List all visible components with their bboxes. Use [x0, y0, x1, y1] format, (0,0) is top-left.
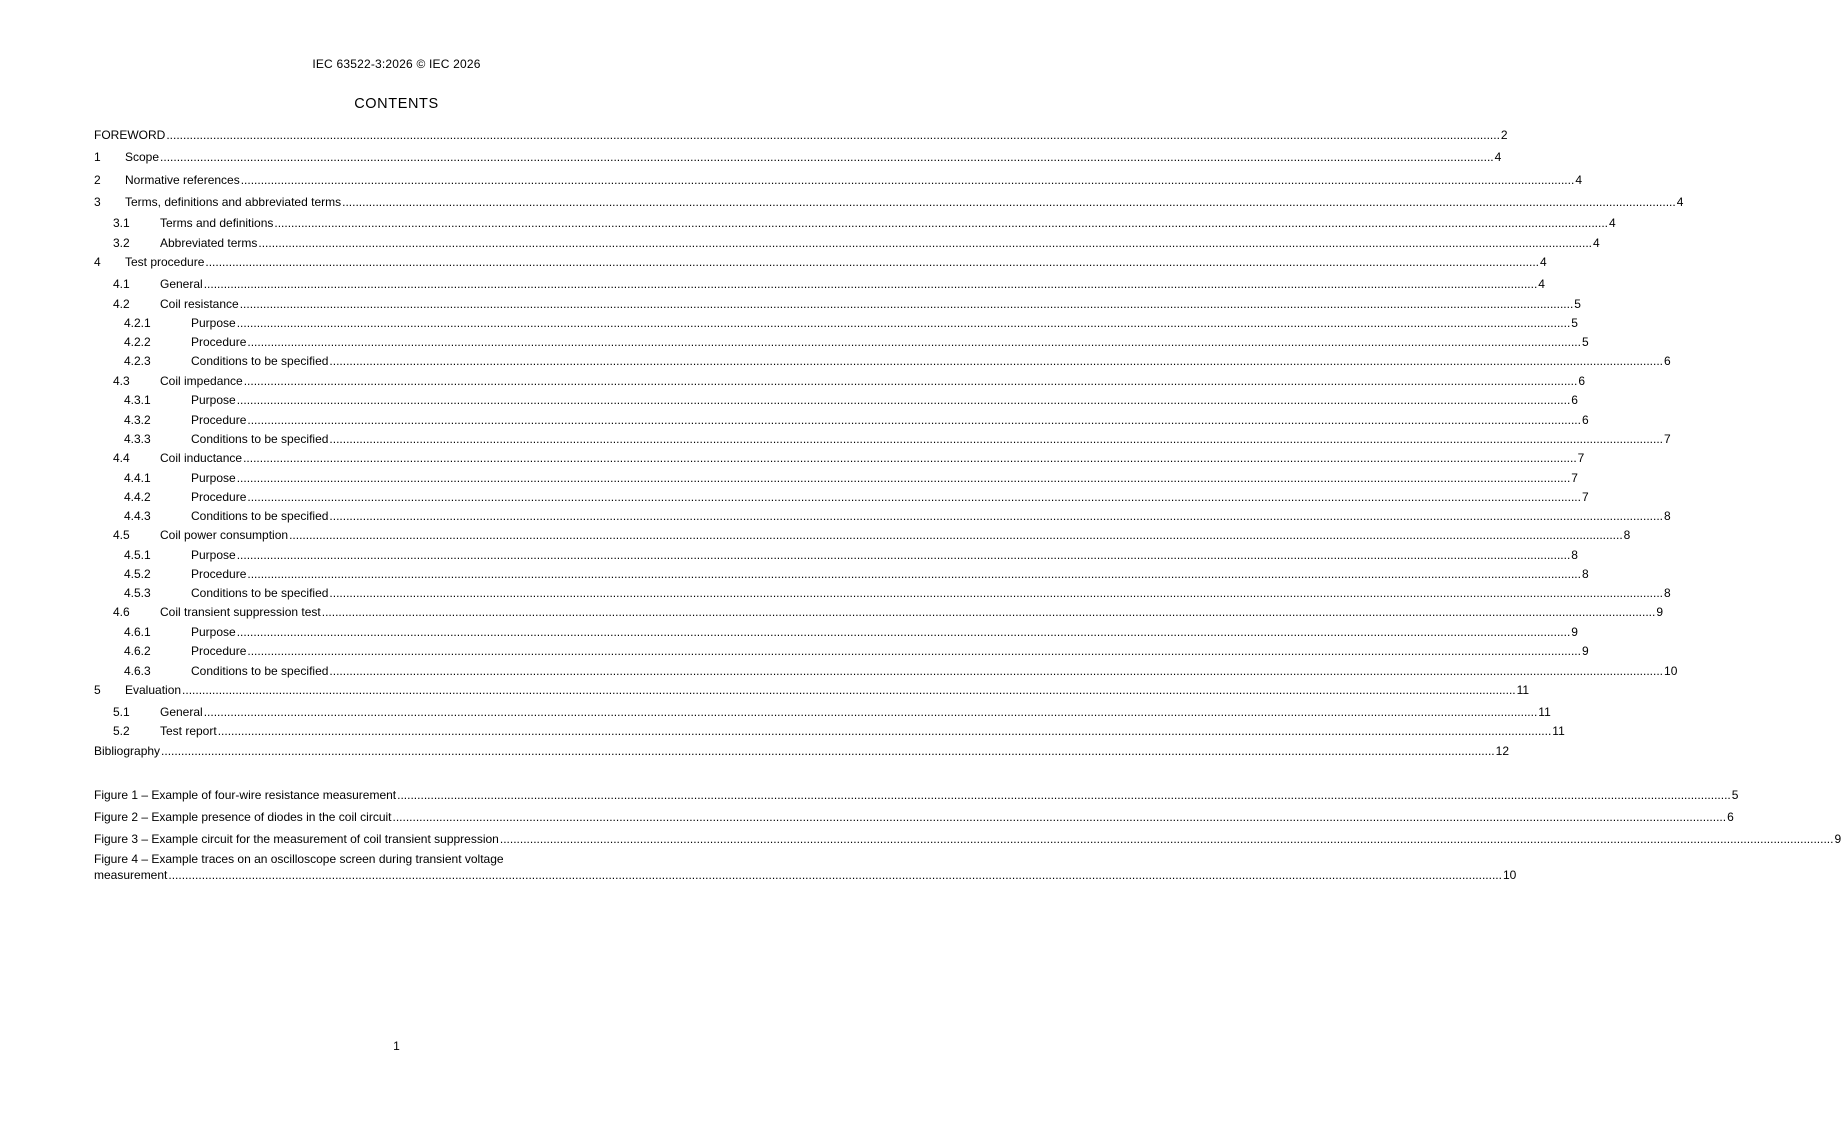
toc-entry-title: Bibliography [94, 744, 161, 758]
toc-entry-number: 3 [94, 195, 101, 209]
toc-entry-page: 6 [1578, 374, 1585, 388]
toc-entry-page: 8 [1664, 509, 1671, 523]
dot-leader: ................................................................................................................................................................................................................................................................................................................................................................................................................ [329, 432, 1664, 446]
toc-entry-page: 11 [1538, 705, 1551, 719]
toc-entry-page: 12 [1495, 744, 1509, 758]
dot-leader: ................................................................................................................................................................................................................................................................................................................................................................................................................ [203, 705, 1538, 719]
toc-entry[interactable] [94, 584, 1671, 600]
toc-entry-number: 4 [94, 255, 101, 269]
dot-leader: ................................................................................................................................................................................................................................................................................................................................................................................................................ [243, 451, 1577, 465]
toc-entry[interactable] [94, 488, 1589, 504]
toc-entry-number: 4.4.2 [124, 490, 151, 504]
toc-entry-title: Purpose [191, 625, 236, 639]
page-title: CONTENTS [354, 96, 439, 112]
toc-entry-number: 4.2.1 [124, 316, 151, 330]
dot-leader: ................................................................................................................................................................................................................................................................................................................................................................................................................ [329, 586, 1664, 600]
toc-entry-number: 3.1 [113, 216, 130, 230]
toc-entry-number: 4.3 [113, 374, 130, 388]
toc-entry[interactable] [94, 507, 1671, 523]
toc-entry-title: Figure 3 – Example circuit for the measurement of coil transient suppression [94, 832, 499, 846]
toc-entry-page: 4 [1494, 150, 1502, 164]
dot-leader: ................................................................................................................................................................................................................................................................................................................................................................................................................ [182, 683, 1516, 697]
toc-entry-number: 4.2.3 [124, 354, 151, 368]
document-header: IEC 63522-3:2026 © IEC 2026 [312, 57, 481, 71]
dot-leader: ................................................................................................................................................................................................................................................................................................................................................................................................................ [329, 509, 1664, 523]
toc-entry-title: Terms, definitions and abbreviated terms [125, 195, 342, 209]
toc-entry[interactable] [94, 372, 1585, 388]
toc-entry-page: 7 [1571, 471, 1578, 485]
dot-leader: ................................................................................................................................................................................................................................................................................................................................................................................................................ [329, 664, 1664, 678]
toc-entry-title: Procedure [191, 490, 247, 504]
toc-entry-number: 4.5.3 [124, 586, 151, 600]
dot-leader: ................................................................................................................................................................................................................................................................................................................................................................................................................ [247, 335, 1581, 349]
dot-leader: ................................................................................................................................................................................................................................................................................................................................................................................................................ [203, 277, 1538, 291]
toc-entry-number: 3.2 [113, 236, 130, 250]
toc-entry-number: 4.5.2 [124, 567, 151, 581]
toc-entry-number: 4.4 [113, 451, 130, 465]
toc-entry-page: 6 [1664, 354, 1671, 368]
toc-entry[interactable] [94, 742, 1509, 758]
dot-leader: ................................................................................................................................................................................................................................................................................................................................................................................................................ [236, 548, 1571, 562]
dot-leader: ................................................................................................................................................................................................................................................................................................................................................................................................................ [236, 625, 1571, 639]
toc-entry-title: Conditions to be specified [191, 664, 329, 678]
toc-entry-number: 2 [94, 173, 101, 187]
toc-entry-page: 4 [1538, 277, 1545, 291]
toc-entry[interactable] [94, 565, 1589, 581]
toc-entry[interactable] [94, 603, 1664, 619]
toc-entry-page: 5 [1581, 335, 1589, 349]
toc-entry-page: 8 [1623, 528, 1631, 542]
toc-entry-title: Conditions to be specified [191, 354, 329, 368]
dot-leader: ................................................................................................................................................................................................................................................................................................................................................................................................................ [397, 788, 1731, 802]
toc-entry-title: Coil resistance [160, 297, 239, 311]
dot-leader: ................................................................................................................................................................................................................................................................................................................................................................................................................ [392, 810, 1727, 824]
toc-entry[interactable] [94, 546, 1578, 562]
toc-entry-title: Purpose [191, 548, 236, 562]
toc-entry-page: 4 [1539, 255, 1547, 269]
toc-entry[interactable] [94, 623, 1578, 639]
toc-entry-page: 5 [1731, 788, 1739, 802]
toc-entry-title: Coil inductance [160, 451, 243, 465]
dot-leader: ................................................................................................................................................................................................................................................................................................................................................................................................................ [236, 471, 1571, 485]
dot-leader: ................................................................................................................................................................................................................................................................................................................................................................................................................ [247, 413, 1581, 427]
toc-entry-page: 4 [1608, 216, 1616, 230]
toc-entry-title: Purpose [191, 316, 236, 330]
dot-leader: ................................................................................................................................................................................................................................................................................................................................................................................................................ [160, 150, 1494, 164]
toc-entry-title: Evaluation [125, 683, 182, 697]
dot-leader: ................................................................................................................................................................................................................................................................................................................................................................................................................ [274, 216, 1608, 230]
dot-leader: ................................................................................................................................................................................................................................................................................................................................................................................................................ [499, 832, 1834, 846]
toc-entry-page: 4 [1575, 173, 1582, 187]
toc-entry[interactable] [94, 391, 1578, 407]
toc-entry-title: Conditions to be specified [191, 586, 329, 600]
toc-entry-page: 4 [1676, 195, 1684, 209]
toc-entry-page: 9 [1571, 625, 1578, 639]
toc-entry[interactable] [94, 681, 1530, 697]
toc-entry-page: 8 [1664, 586, 1671, 600]
toc-entry-page: 4 [1592, 236, 1600, 250]
toc-entry-page: 7 [1577, 451, 1585, 465]
toc-entry-page: 10 [1502, 868, 1517, 882]
figure-list-entry[interactable] [94, 866, 1517, 882]
toc-entry[interactable] [94, 722, 1565, 738]
toc-entry-page: 11 [1516, 683, 1530, 697]
toc-entry[interactable] [94, 469, 1578, 485]
dot-leader: ................................................................................................................................................................................................................................................................................................................................................................................................................ [258, 236, 1592, 250]
toc-entry-title: Normative references [125, 173, 240, 187]
toc-entry-number: 5 [94, 683, 101, 697]
toc-entry-title: Abbreviated terms [160, 236, 258, 250]
toc-entry-title: Figure 2 – Example presence of diodes in the coil circuit [94, 810, 392, 824]
dot-leader: ................................................................................................................................................................................................................................................................................................................................................................................................................ [205, 255, 1539, 269]
toc-entry-title: Test procedure [125, 255, 205, 269]
toc-entry-title: Procedure [191, 644, 247, 658]
toc-entry-title: Procedure [191, 413, 247, 427]
dot-leader: ................................................................................................................................................................................................................................................................................................................................................................................................................ [329, 354, 1664, 368]
toc-entry-page: 6 [1581, 413, 1589, 427]
toc-entry-page: 2 [1500, 128, 1508, 142]
toc-entry[interactable] [94, 430, 1671, 446]
toc-entry-page: 5 [1571, 316, 1578, 330]
toc-entry-title: Procedure [191, 335, 247, 349]
toc-entry[interactable] [94, 411, 1589, 427]
toc-entry[interactable] [94, 352, 1671, 368]
dot-leader: ................................................................................................................................................................................................................................................................................................................................................................................................................ [236, 316, 1571, 330]
toc-entry-title: Coil power consumption [160, 528, 289, 542]
toc-entry-number: 4.2 [113, 297, 130, 311]
toc-entry-number: 4.6 [113, 605, 130, 619]
dot-leader: ................................................................................................................................................................................................................................................................................................................................................................................................................ [161, 744, 1495, 758]
dot-leader: ................................................................................................................................................................................................................................................................................................................................................................................................................ [239, 297, 1574, 311]
toc-entry[interactable] [94, 662, 1678, 678]
toc-entry-number: 4.2.2 [124, 335, 151, 349]
dot-leader: ................................................................................................................................................................................................................................................................................................................................................................................................................ [168, 868, 1502, 882]
toc-entry-page: 6 [1727, 810, 1734, 824]
toc-entry-page: 6 [1571, 393, 1578, 407]
toc-entry-page: 9 [1834, 832, 1841, 846]
toc-entry-number: 4.1 [113, 277, 130, 291]
dot-leader: ................................................................................................................................................................................................................................................................................................................................................................................................................ [243, 374, 1578, 388]
toc-entry[interactable] [94, 703, 1551, 719]
toc-entry-title: Scope [125, 150, 160, 164]
dot-leader: ................................................................................................................................................................................................................................................................................................................................................................................................................ [217, 724, 1552, 738]
toc-entry-title: measurement [94, 868, 168, 882]
toc-entry[interactable] [94, 449, 1585, 465]
dot-leader: ................................................................................................................................................................................................................................................................................................................................................................................................................ [321, 605, 1656, 619]
toc-entry-title: Purpose [191, 393, 236, 407]
toc-entry-title: FOREWORD [94, 128, 166, 142]
toc-entry-title: Coil transient suppression test [160, 605, 321, 619]
toc-entry-number: 4.3.3 [124, 432, 151, 446]
toc-entry-page: 7 [1664, 432, 1671, 446]
dot-leader: ................................................................................................................................................................................................................................................................................................................................................................................................................ [166, 128, 1500, 142]
toc-entry-title: Test report [160, 724, 217, 738]
toc-entry-number: 4.4.1 [124, 471, 151, 485]
toc-entry-title: Conditions to be specified [191, 509, 329, 523]
toc-entry[interactable] [94, 275, 1545, 291]
toc-entry-number: 4.3.1 [124, 393, 151, 407]
figure-list-entry[interactable] [94, 786, 1739, 802]
toc-entry-page: 5 [1574, 297, 1581, 311]
figure-list-entry-line1[interactable]: Figure 4 – Example traces on an oscilloscope screen during transient voltage [94, 852, 504, 866]
toc-entry-number: 4.6.2 [124, 644, 151, 658]
toc-entry-title: Purpose [191, 471, 236, 485]
toc-entry-title: General [160, 277, 203, 291]
toc-entry-number: 5.2 [113, 724, 130, 738]
toc-entry[interactable] [94, 333, 1589, 349]
toc-entry[interactable] [94, 148, 1502, 164]
dot-leader: ................................................................................................................................................................................................................................................................................................................................................................................................................ [247, 567, 1581, 581]
toc-entry[interactable] [94, 642, 1589, 658]
toc-entry[interactable] [94, 253, 1547, 269]
toc-entry-number: 4.3.2 [124, 413, 151, 427]
toc-entry-page: 7 [1581, 490, 1589, 504]
toc-entry-page: 9 [1656, 605, 1664, 619]
toc-entry-page: 8 [1581, 567, 1589, 581]
toc-entry[interactable] [94, 314, 1578, 330]
figure-list-entry[interactable] [94, 830, 1841, 846]
toc-entry-number: 4.6.3 [124, 664, 151, 678]
toc-entry-number: 5.1 [113, 705, 130, 719]
toc-entry[interactable] [94, 214, 1616, 230]
toc-entry-page: 8 [1571, 548, 1578, 562]
figure-list-entry[interactable] [94, 808, 1734, 824]
page-number: 1 [393, 1039, 400, 1053]
toc-entry-number: 4.5 [113, 528, 130, 542]
dot-leader: ................................................................................................................................................................................................................................................................................................................................................................................................................ [236, 393, 1571, 407]
toc-entry-title: Figure 1 – Example of four-wire resistance measurement [94, 788, 397, 802]
dot-leader: ................................................................................................................................................................................................................................................................................................................................................................................................................ [247, 490, 1581, 504]
toc-entry-number: 4.5.1 [124, 548, 151, 562]
toc-entry[interactable] [94, 234, 1600, 250]
dot-leader: ................................................................................................................................................................................................................................................................................................................................................................................................................ [342, 195, 1676, 209]
toc-entry-number: 4.6.1 [124, 625, 151, 639]
toc-entry-number: 1 [94, 150, 101, 164]
toc-entry-title: Conditions to be specified [191, 432, 329, 446]
toc-entry-title: Coil impedance [160, 374, 243, 388]
toc-entry-number: 4.4.3 [124, 509, 151, 523]
dot-leader: ................................................................................................................................................................................................................................................................................................................................................................................................................ [240, 173, 1575, 187]
toc-entry[interactable] [94, 193, 1684, 209]
toc-entry-page: 10 [1664, 664, 1678, 678]
dot-leader: ................................................................................................................................................................................................................................................................................................................................................................................................................ [289, 528, 1623, 542]
toc-entry[interactable] [94, 126, 1508, 142]
toc-entry-title: General [160, 705, 203, 719]
toc-entry-page: 9 [1581, 644, 1589, 658]
dot-leader: ................................................................................................................................................................................................................................................................................................................................................................................................................ [247, 644, 1581, 658]
toc-entry[interactable] [94, 171, 1582, 187]
toc-entry[interactable] [94, 526, 1631, 542]
toc-entry-title: Procedure [191, 567, 247, 581]
toc-entry-title: Terms and definitions [160, 216, 274, 230]
toc-entry-page: 11 [1552, 724, 1565, 738]
toc-entry[interactable] [94, 295, 1581, 311]
